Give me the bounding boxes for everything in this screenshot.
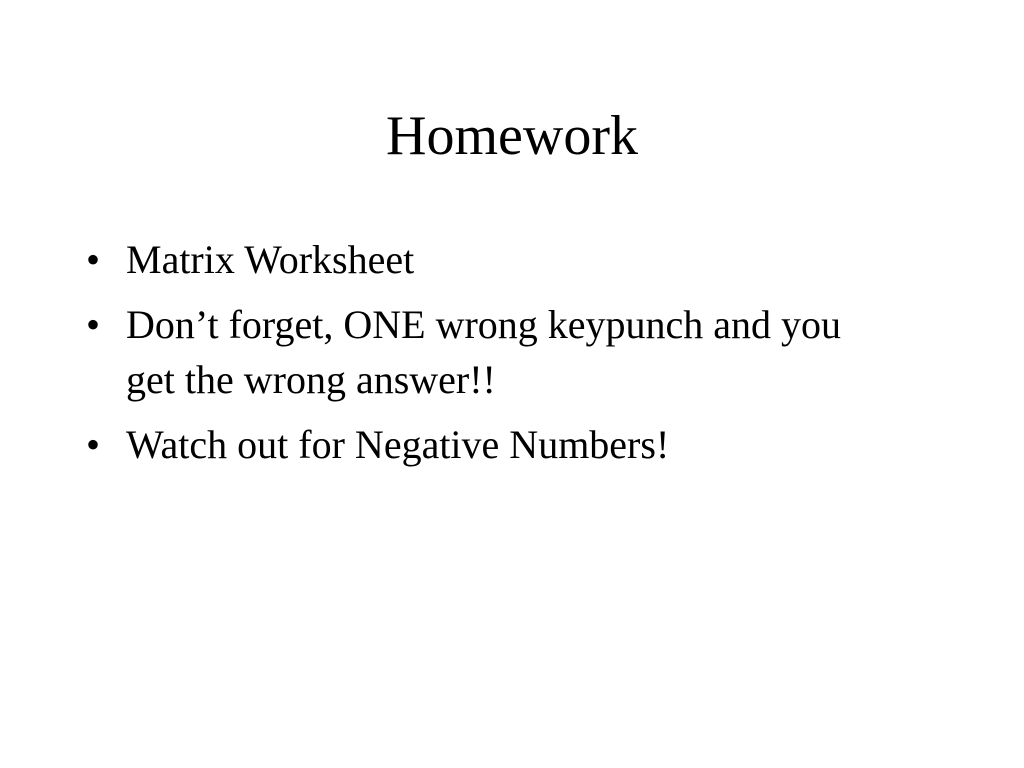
bullet-item-matrix-worksheet bbox=[86, 232, 906, 287]
bullet-item-negative-numbers bbox=[86, 417, 906, 472]
bullet-item-keypunch-warning bbox=[86, 297, 906, 407]
bullet-icon: • bbox=[86, 302, 101, 347]
bullet-list bbox=[86, 232, 906, 482]
bullet-text: Matrix Worksheet bbox=[126, 237, 415, 282]
slide-title: Homework bbox=[386, 105, 638, 167]
bullet-text: Watch out for Negative Numbers! bbox=[126, 422, 670, 467]
bullet-text: Don’t forget, ONE wrong keypunch and you get the wrong answer!! bbox=[126, 302, 842, 402]
bullet-icon: • bbox=[86, 237, 101, 282]
bullet-icon: • bbox=[86, 422, 101, 467]
